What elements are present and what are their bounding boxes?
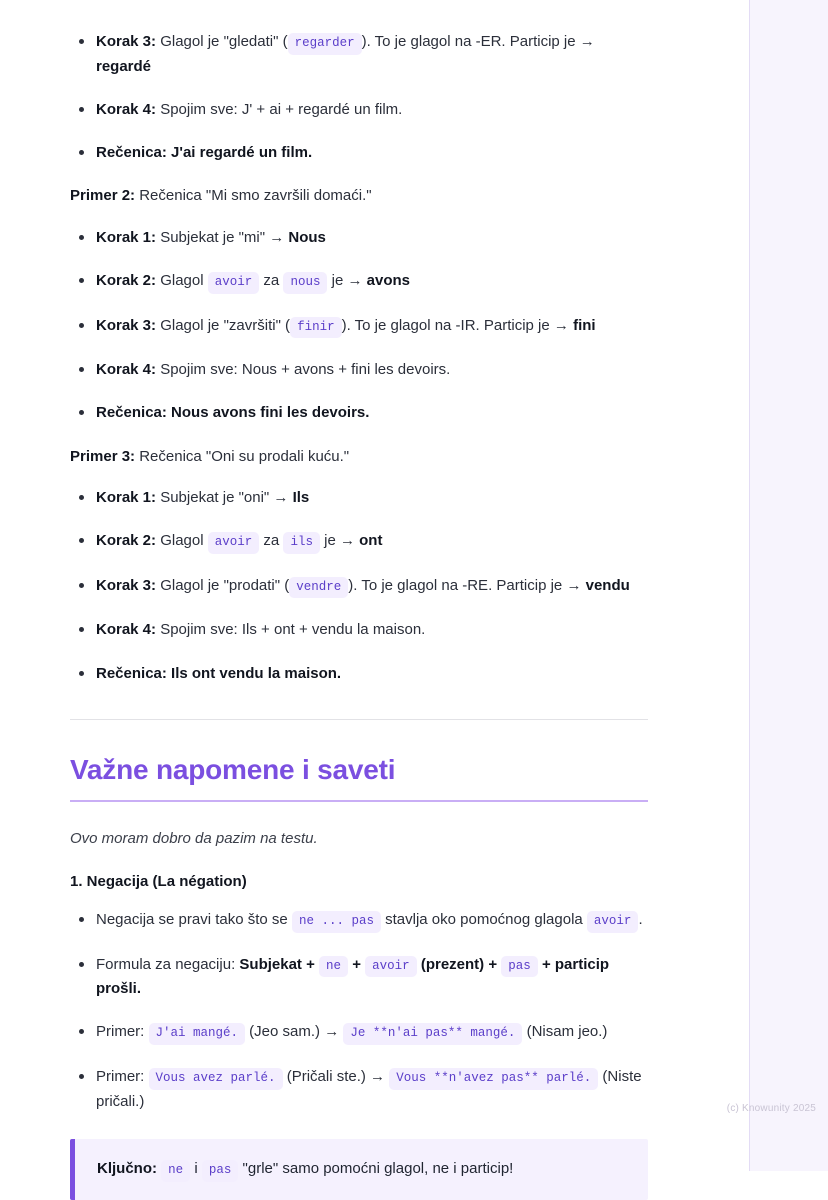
list-item xyxy=(70,486,648,509)
inline-code-token: Je **n'ai pas** mangé. xyxy=(343,1023,522,1045)
list-item xyxy=(70,358,648,381)
text-run: i xyxy=(190,1159,202,1177)
key-point-text xyxy=(97,1160,513,1177)
list-item-label: Rečenica: J'ai regardé un film. xyxy=(96,144,313,162)
bold-text: Ključno: xyxy=(97,1159,157,1177)
list-item-label: Rečenica: Nous avons fini les devoirs. xyxy=(96,404,370,422)
text-run: Subjekat je "mi" xyxy=(156,228,270,246)
bold-text: (prezent) + xyxy=(416,955,498,973)
list-item xyxy=(70,1065,648,1113)
text-run: stavlja oko pomoćnog glagola xyxy=(380,910,587,928)
list-item xyxy=(70,908,648,933)
copyright-watermark: (c) Knowunity 2025 xyxy=(726,1103,816,1114)
text-run: "grle" samo pomoćni glagol, ne i particip! xyxy=(238,1159,514,1177)
inline-code-token: ne xyxy=(319,956,348,978)
inline-code-token: finir xyxy=(290,317,342,339)
text-run: Primer: xyxy=(96,1023,149,1041)
list-item xyxy=(70,1020,648,1045)
text-run: (Jeo sam.) xyxy=(245,1023,325,1041)
bold-text: vendu xyxy=(581,576,630,594)
text-run: Glagol xyxy=(156,271,208,289)
inline-code-token: avoir xyxy=(208,532,260,554)
text-run: za xyxy=(259,532,284,550)
inline-code-token: ils xyxy=(283,532,320,554)
right-side-rail xyxy=(749,0,828,1171)
text-run: → xyxy=(579,33,595,50)
example-3-text: Rečenica "Oni su prodali kuću." xyxy=(135,447,350,465)
text-run: ). To je glagol na -IR. Particip je xyxy=(341,316,554,334)
text-run: Spojim sve: Nous + avons + fini les devoirs. xyxy=(156,361,451,379)
bold-text: Subjekat + xyxy=(239,955,315,973)
text-run: (Pričali ste.) xyxy=(282,1068,371,1085)
bold-text: Nous xyxy=(284,228,326,246)
list-item-label: Korak 3: xyxy=(96,316,157,334)
section-title: Važne napomene i saveti xyxy=(70,753,396,785)
text-run: Glagol je "završiti" ( xyxy=(156,316,291,334)
example-3-label: Primer 3: xyxy=(70,447,136,465)
inline-code-token: avoir xyxy=(208,272,260,294)
list-item xyxy=(70,574,648,599)
section-note: Ovo moram dobro da pazim na testu. xyxy=(70,829,318,847)
text-run: → xyxy=(339,532,355,550)
text-run: Negacija se pravi tako što se xyxy=(96,910,292,928)
list-item-label: Korak 2: xyxy=(96,532,157,550)
list-item xyxy=(70,98,648,121)
text-run: → xyxy=(347,271,363,289)
text-run: Formula za negaciju: xyxy=(96,955,240,973)
list-item-label: Korak 4: xyxy=(96,100,157,118)
list-item-label: Korak 4: xyxy=(96,621,157,639)
text-run: (Niste pričali.) xyxy=(96,1068,642,1110)
bold-text: fini xyxy=(568,316,596,334)
text-run: Glagol je "prodati" ( xyxy=(156,576,290,594)
bold-text: + particip prošli. xyxy=(96,955,610,998)
bold-text: avons xyxy=(362,271,410,289)
text-run: ). To je glagol na -ER. Particip je xyxy=(361,33,580,50)
list-item xyxy=(70,269,648,294)
list-item xyxy=(70,953,648,1001)
steps-list-example-3 xyxy=(70,486,648,685)
list-item xyxy=(70,401,648,424)
text-run: ). To je glagol na -RE. Particip je xyxy=(348,576,567,594)
list-item xyxy=(70,618,648,641)
example-2-text: Rečenica "Mi smo završili domaći." xyxy=(135,187,372,205)
text-run: Primer: xyxy=(96,1068,149,1085)
inline-code-token: J'ai mangé. xyxy=(149,1023,246,1045)
text-run: Glagol xyxy=(156,532,208,550)
section-divider xyxy=(70,719,648,720)
bold-text: regardé xyxy=(96,57,152,75)
list-item xyxy=(70,226,648,249)
negation-list xyxy=(70,908,648,1113)
text-run: Subjekat je "oni" xyxy=(156,488,274,506)
text-run: → xyxy=(370,1068,386,1085)
bold-text: ont xyxy=(354,532,383,550)
inline-code-token: avoir xyxy=(365,956,417,978)
steps-list-example-2 xyxy=(70,226,648,425)
subsection-title: 1. Negacija (La négation) xyxy=(70,872,247,890)
inline-code-token: vendre xyxy=(289,577,348,599)
text-run: . xyxy=(638,910,643,928)
text-run: je xyxy=(327,271,348,289)
inline-code-token: nous xyxy=(283,272,327,294)
text-run: Spojim sve: J' + ai + regardé un film. xyxy=(156,100,403,118)
list-item xyxy=(70,141,648,164)
list-item-label: Korak 4: xyxy=(96,361,157,379)
bold-text: + xyxy=(348,955,366,973)
inline-code-token: Vous avez parlé. xyxy=(149,1068,283,1090)
steps-list-example-1 xyxy=(70,30,648,164)
inline-code-token: ne ... pas xyxy=(292,911,381,933)
list-item xyxy=(70,30,648,78)
text-run: → xyxy=(566,576,582,594)
section-title-underline xyxy=(70,800,648,802)
list-item-label: Korak 3: xyxy=(96,576,157,594)
text-run: → xyxy=(273,488,289,506)
text-run: Glagol je "gledati" ( xyxy=(156,33,288,50)
inline-code-token: regarder xyxy=(288,33,362,55)
text-run: → xyxy=(324,1023,340,1041)
text-run: je xyxy=(319,532,340,550)
inline-code-token: Vous **n'avez pas** parlé. xyxy=(389,1068,598,1090)
text-run: za xyxy=(259,271,284,289)
list-item xyxy=(70,662,648,685)
list-item-label: Korak 1: xyxy=(96,488,157,506)
inline-code-token: avoir xyxy=(587,911,639,933)
key-point-callout xyxy=(70,1139,648,1200)
text-run: → xyxy=(553,316,569,334)
text-run: (Nisam jeo.) xyxy=(522,1023,608,1041)
example-3-heading xyxy=(70,445,648,468)
list-item-label: Rečenica: Ils ont vendu la maison. xyxy=(96,664,342,682)
text-run: Spojim sve: Ils + ont + vendu la maison. xyxy=(156,621,426,639)
text-run: → xyxy=(269,228,285,246)
inline-code-token: pas xyxy=(501,956,538,978)
bold-text: Ils xyxy=(288,488,310,506)
example-2-label: Primer 2: xyxy=(70,187,136,205)
inline-code-token: ne xyxy=(161,1160,190,1182)
inline-code-token: pas xyxy=(202,1160,239,1182)
list-item-label: Korak 2: xyxy=(96,271,157,289)
list-item xyxy=(70,314,648,339)
list-item-label: Korak 3: xyxy=(96,33,157,50)
list-item-label: Korak 1: xyxy=(96,228,157,246)
example-2-heading xyxy=(70,184,648,207)
list-item xyxy=(70,529,648,554)
